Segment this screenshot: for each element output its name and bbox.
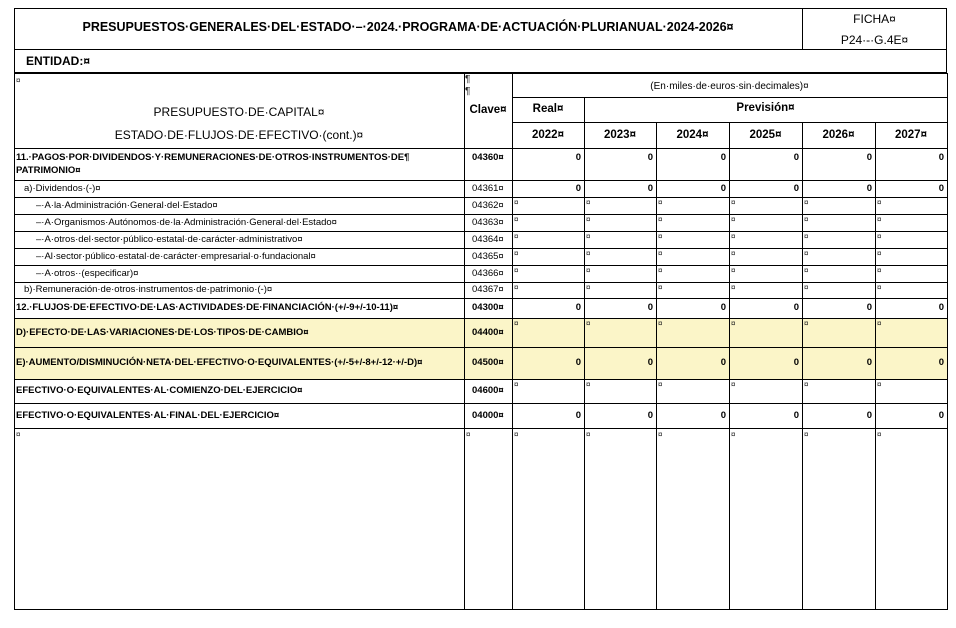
cell-mark: ¤ [658, 232, 663, 241]
header-cover [875, 98, 876, 122]
row-label: EFECTIVO·O·EQUIVALENTES·AL·COMIENZO·DEL·EJERCICIO¤ [16, 385, 303, 396]
cell-mark: ¤ [658, 380, 663, 389]
col-divider [464, 73, 465, 609]
cell-mark: ¤ [804, 249, 809, 258]
value-cell: 0 [938, 302, 944, 313]
row-code: 04360¤ [472, 152, 504, 163]
year-header: 2024¤ [676, 129, 709, 141]
value-cell: 0 [793, 152, 799, 163]
table-title-line1: PRESUPUESTO·DE·CAPITAL¤ [153, 105, 325, 119]
year-header: 2027¤ [895, 129, 927, 141]
cell-mark: ¤ [877, 266, 882, 275]
value-cell: 0 [647, 357, 653, 368]
row-code: 04361¤ [472, 183, 504, 194]
pilcrow-mark: ¶ [465, 74, 471, 85]
year-header: 2025¤ [749, 129, 782, 141]
cell-mark: ¤ [804, 266, 809, 275]
value-cell: 0 [793, 183, 799, 194]
value-cell: 0 [720, 410, 726, 421]
value-cell: 0 [720, 302, 726, 313]
row-code: 04367¤ [472, 284, 504, 295]
prevision-header: Previsión¤ [736, 102, 795, 114]
header-line [14, 148, 947, 149]
cell-mark: ¤ [658, 266, 663, 275]
value-cell: 0 [866, 152, 872, 163]
value-cell: 0 [575, 152, 581, 163]
cell-mark: ¤ [658, 319, 663, 328]
col-divider [729, 97, 730, 609]
cell-mark: ¤ [804, 380, 809, 389]
cell-mark: ¤ [514, 249, 519, 258]
row-label: –·A·Organismos·Autónomos·de·la·Administración·General·del·Estado¤ [36, 217, 337, 228]
col-divider [584, 97, 585, 609]
row-code: 04000¤ [472, 410, 504, 421]
value-cell: 0 [720, 152, 726, 163]
cell-mark: ¤ [514, 430, 519, 439]
ficha-label: FICHA¤ [853, 12, 896, 26]
cell-mark: ¤ [731, 266, 736, 275]
cell-mark: ¤ [804, 430, 809, 439]
value-cell: 0 [793, 357, 799, 368]
cell-mark: ¤ [804, 198, 809, 207]
cell-mark: ¤ [877, 215, 882, 224]
value-cell: 0 [720, 357, 726, 368]
value-cell: 0 [866, 302, 872, 313]
clave-header: Clave¤ [469, 104, 507, 116]
value-cell: 0 [647, 183, 653, 194]
value-cell: 0 [866, 410, 872, 421]
row-label: 12.·FLUJOS·DE·EFECTIVO·DE·LAS·ACTIVIDADES·DE·FINANCIACIÓN·(+/-9+/-10-11)¤ [16, 302, 399, 313]
row-label: –·A·la·Administración·General·del·Estado¤ [36, 200, 218, 211]
cell-mark: ¤ [514, 215, 519, 224]
cell-mark: ¤ [731, 232, 736, 241]
row-line [14, 180, 947, 181]
cell-mark: ¤ [586, 380, 591, 389]
header-cover [656, 98, 657, 122]
value-cell: 0 [647, 152, 653, 163]
cell-mark: ¤ [514, 232, 519, 241]
value-cell: 0 [793, 410, 799, 421]
value-cell: 0 [647, 302, 653, 313]
cell-mark: ¤ [514, 319, 519, 328]
value-cell: 0 [938, 152, 944, 163]
cell-mark: ¤ [514, 283, 519, 292]
year-header: 2022¤ [532, 129, 564, 141]
row-label: a)·Dividendos·(-)¤ [24, 183, 101, 194]
cell-mark: ¤ [586, 266, 591, 275]
cell-mark: ¤ [877, 249, 882, 258]
row-code: 04365¤ [472, 251, 504, 262]
cell-mark: ¤ [731, 380, 736, 389]
row-code: 04363¤ [472, 217, 504, 228]
cell-mark: ¤ [804, 232, 809, 241]
cell-mark: ¤ [466, 430, 471, 439]
value-cell: 0 [938, 410, 944, 421]
cell-mark: ¤ [16, 430, 21, 439]
row-line [14, 428, 947, 429]
value-cell: 0 [866, 357, 872, 368]
row-label: E)·AUMENTO/DISMINUCIÓN·NETA·DEL·EFECTIVO·O·EQUIVALENTES·(+/-5+/-8+/-12·+/-D)¤ [16, 357, 423, 368]
row-code: 04300¤ [472, 302, 504, 313]
value-cell: 0 [938, 183, 944, 194]
row-line [14, 403, 947, 404]
year-header: 2026¤ [822, 129, 855, 141]
value-cell: 0 [575, 302, 581, 313]
cell-mark: ¤ [731, 283, 736, 292]
row-code: 04362¤ [472, 200, 504, 211]
value-cell: 0 [720, 183, 726, 194]
units-note: (En·miles·de·euros·sin·decimales)¤ [650, 81, 809, 92]
row-line [14, 298, 947, 299]
value-cell: 0 [575, 410, 581, 421]
cell-mark: ¤ [586, 215, 591, 224]
cell-mark: ¤ [731, 215, 736, 224]
value-cell: 0 [866, 183, 872, 194]
year-header: 2023¤ [604, 129, 636, 141]
row-label: –·A·otros··(especificar)¤ [36, 268, 139, 279]
cell-mark: ¤ [658, 215, 663, 224]
row-label: 11.·PAGOS·POR·DIVIDENDOS·Y·REMUNERACIONES·DE·OTROS·INSTRUMENTOS·DE¶ [16, 152, 410, 163]
row-code: 04366¤ [472, 268, 504, 279]
cell-mark: ¤ [877, 380, 882, 389]
row-label-continued: PATRIMONIO¤ [16, 165, 81, 176]
row-label: b)·Remuneración·de·otros·instrumentos·de·patrimonio·(-)¤ [24, 284, 273, 295]
cell-mark: ¤ [804, 215, 809, 224]
row-code: 04600¤ [472, 385, 504, 396]
cell-mark: ¤ [514, 266, 519, 275]
value-cell: 0 [575, 183, 581, 194]
cell-mark: ¤ [877, 283, 882, 292]
cell-mark: ¤ [731, 319, 736, 328]
cell-mark: ¤ [877, 198, 882, 207]
document-title: PRESUPUESTOS·GENERALES·DEL·ESTADO·–·2024.·PROGRAMA·DE·ACTUACIÓN·PLURIANUAL·2024-2026¤ [82, 20, 734, 34]
col-divider [656, 97, 657, 609]
cell-mark: ¤ [877, 319, 882, 328]
value-cell: 0 [647, 410, 653, 421]
row-label: D)·EFECTO·DE·LAS·VARIACIONES·DE·LOS·TIPOS·DE·CAMBIO¤ [16, 327, 309, 338]
header-cover [802, 98, 803, 122]
cell-mark: ¤ [658, 430, 663, 439]
cell-mark: ¤ [804, 283, 809, 292]
row-code: 04500¤ [472, 357, 504, 368]
row-code: 04364¤ [472, 234, 504, 245]
header-cover [729, 98, 730, 122]
cell-mark: ¤ [586, 249, 591, 258]
row-line [14, 347, 947, 348]
cell-mark: ¤ [731, 430, 736, 439]
cell-mark: ¤ [586, 430, 591, 439]
cell-mark: ¤ [658, 198, 663, 207]
row-code: 04400¤ [472, 327, 504, 338]
cell-mark: ¤ [514, 380, 519, 389]
cell-mark: ¤ [514, 198, 519, 207]
cell-mark: ¤ [586, 198, 591, 207]
cell-mark: ¤ [658, 283, 663, 292]
cell-mark: ¤ [731, 198, 736, 207]
cell-mark: ¤ [586, 232, 591, 241]
real-header: Real¤ [532, 103, 564, 115]
cell-mark: ¤ [804, 319, 809, 328]
row-label: –·Al·sector·público·estatal·de·carácter·empresarial·o·fundacional¤ [36, 251, 316, 262]
value-cell: 0 [938, 357, 944, 368]
cell-mark: ¤ [731, 249, 736, 258]
entity-label: ENTIDAD:¤ [26, 54, 91, 68]
cell-mark: ¤ [877, 430, 882, 439]
ficha-code: P24·-·G.4E¤ [840, 33, 909, 47]
cell-mark: ¤ [877, 232, 882, 241]
header-line [512, 122, 947, 123]
row-label: EFECTIVO·O·EQUIVALENTES·AL·FINAL·DEL·EJERCICIO¤ [16, 410, 280, 421]
cell-mark: ¤ [586, 319, 591, 328]
cell-mark: ¤ [658, 249, 663, 258]
cell-mark: ¤ [586, 283, 591, 292]
row-label: –·A·otros·del·sector·público·estatal·de·carácter·administrativo¤ [36, 234, 303, 245]
pilcrow-mark: ¶ [465, 86, 471, 97]
table-title-line2: ESTADO·DE·FLUJOS·DE·EFECTIVO·(cont.)¤ [114, 128, 364, 142]
col-divider [802, 97, 803, 609]
value-cell: 0 [793, 302, 799, 313]
col-divider [875, 97, 876, 609]
value-cell: 0 [575, 357, 581, 368]
cell-mark: ¤ [16, 76, 21, 85]
